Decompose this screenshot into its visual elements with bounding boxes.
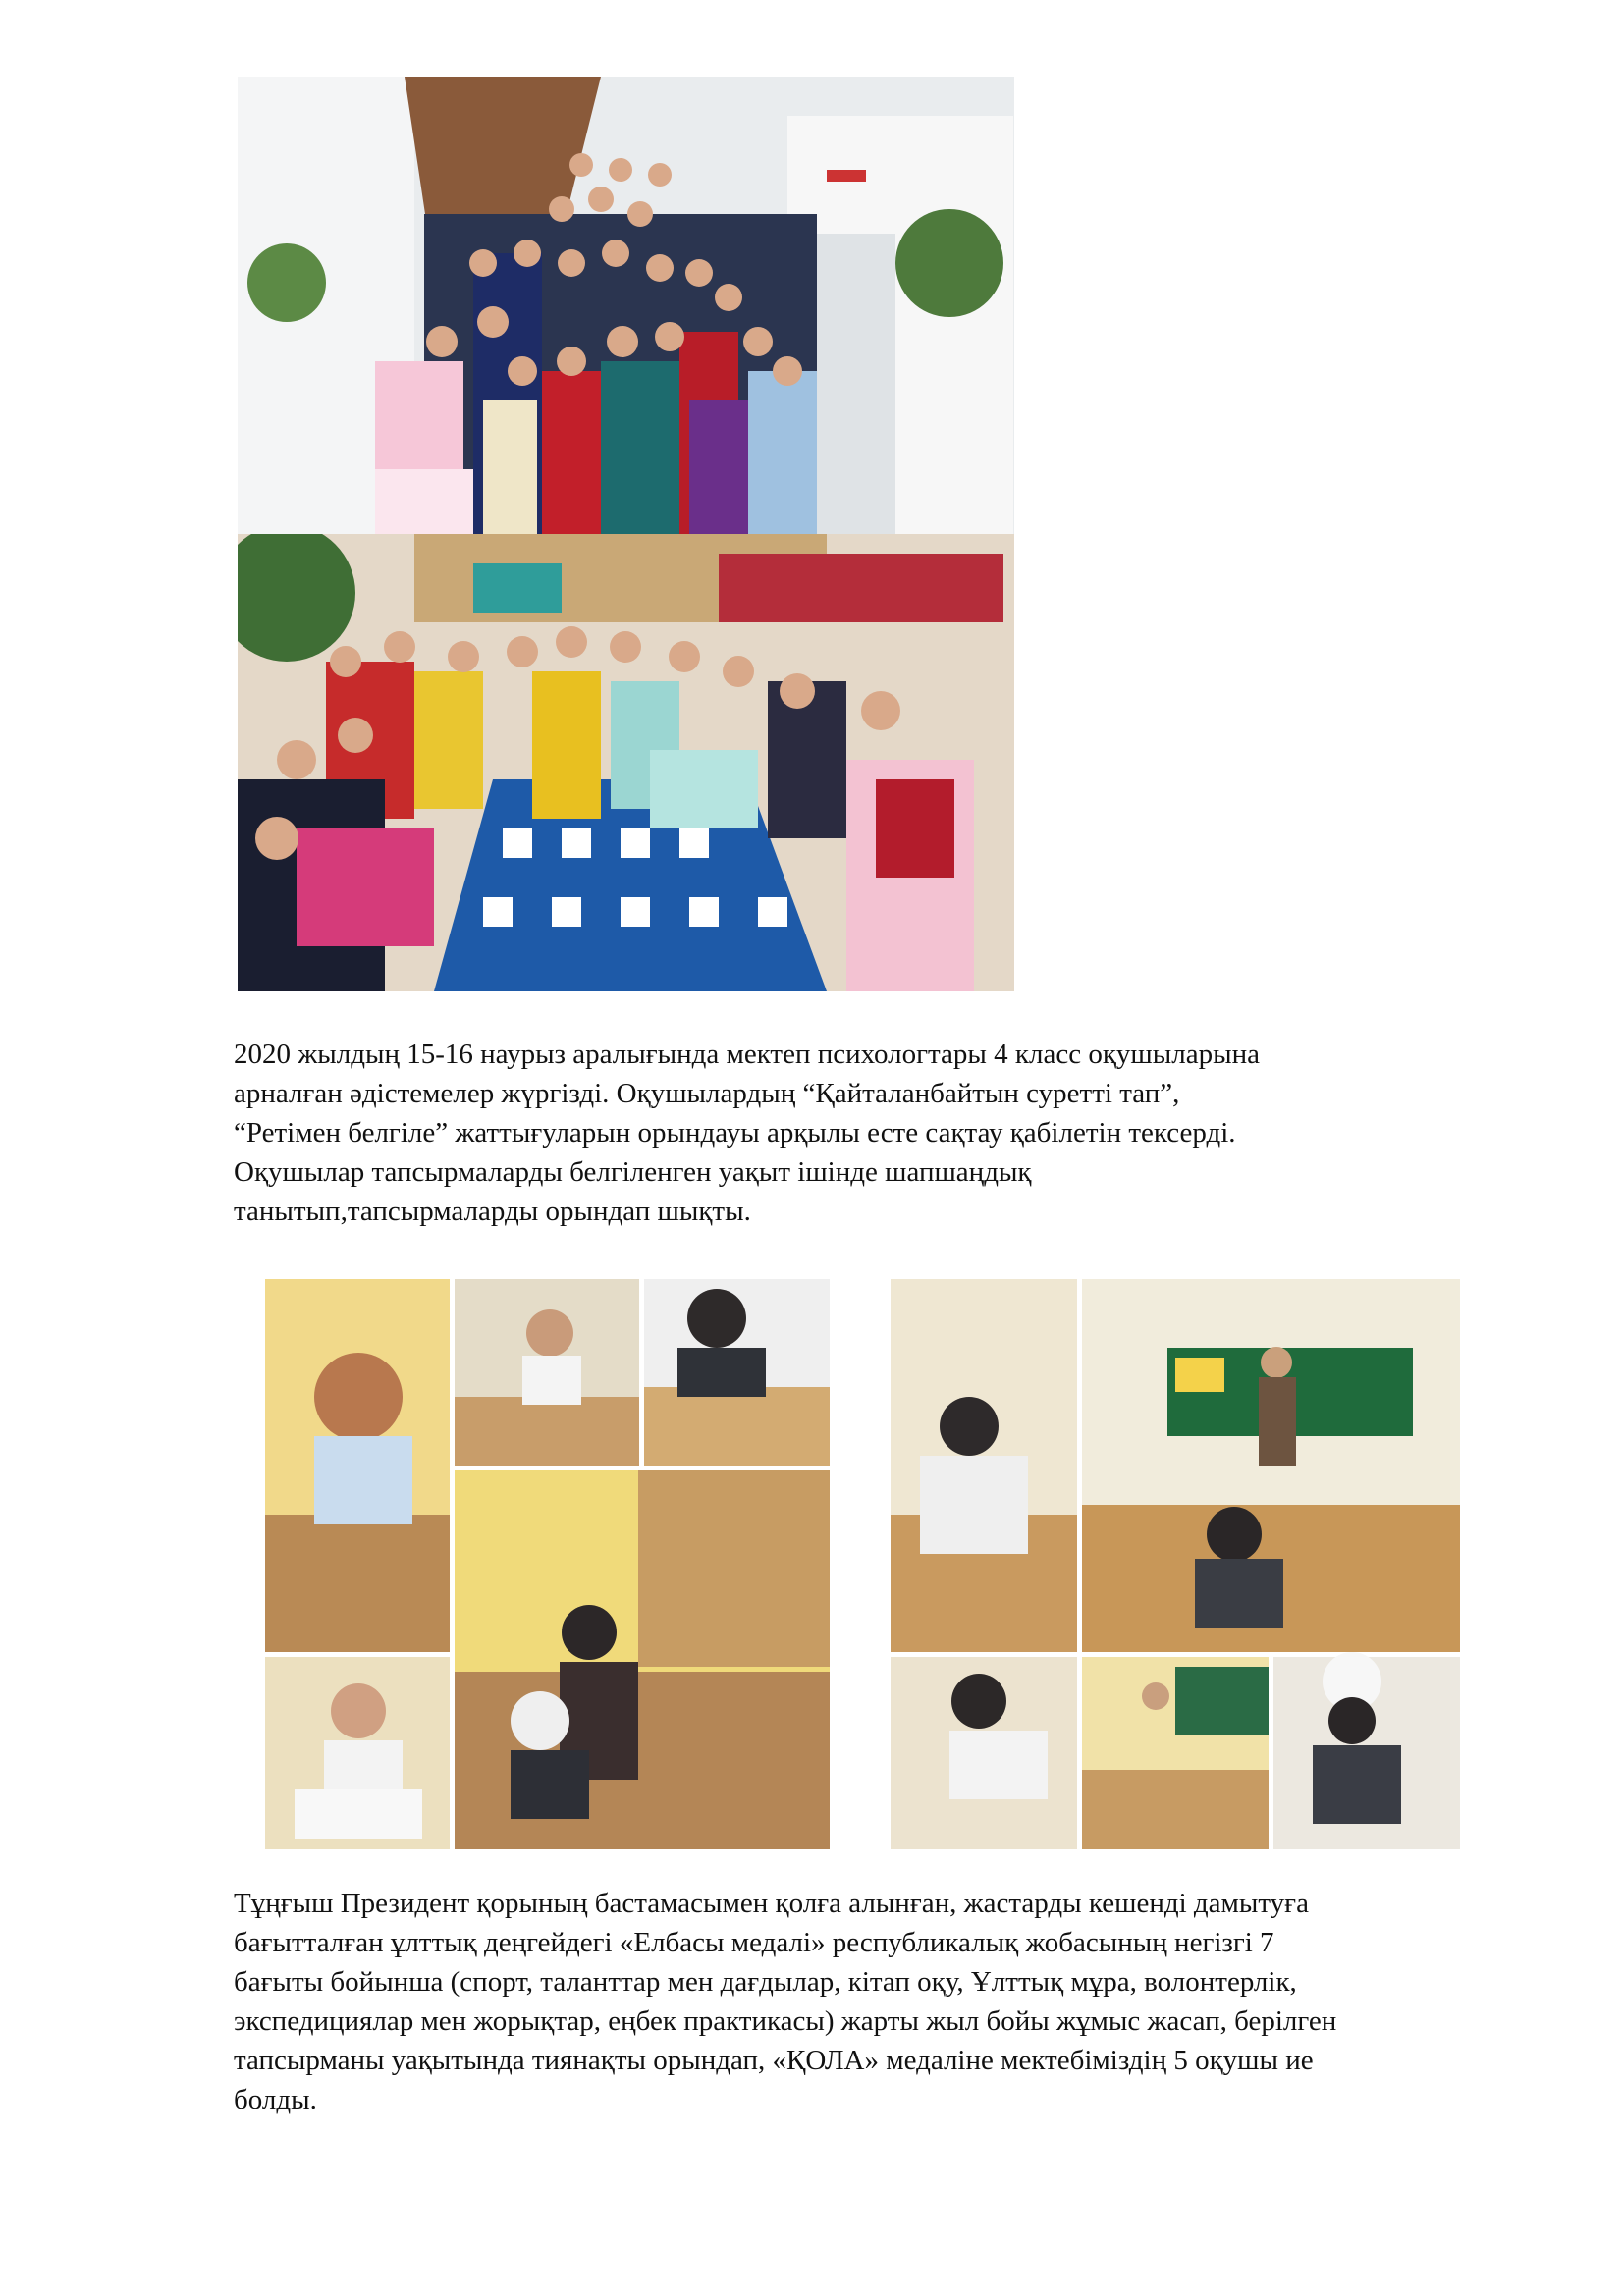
collage-students-writing-left — [265, 1279, 830, 1849]
collage-classroom-right — [891, 1279, 1460, 1849]
photo-students-on-stairs — [238, 77, 1014, 534]
paragraph-elbasy-medal: Тұңғыш Президент қорының бастамасымен қолға алынған, жастарды кешенді дамытуға бағытталған ұлттық деңгейдегі «Елбасы медалі» республикалық жобасының негізгі 7 бағыты бойынша (спорт, таланттар мен дағдылар, кітап оқу, Ұлттық мұра, волонтерлік, экспедициялар мен жорықтар, еңбек практикасы) жарты жыл бойы жұмыс жасап, берілген тапсырманы уақытында тиянақты орындап, «ҚОЛА» медаліне мектебіміздің 5 оқушы ие болды. — [234, 1888, 1337, 2115]
photo-girls-national-costumes — [238, 534, 1014, 991]
paragraph-psychologists: 2020 жылдың 15-16 наурыз аралығында мектеп психологтары 4 класс оқушыларына арналған әдістемелер жүргізді. Оқушылардың “Қайталанбайтын суретті тап”, “Ретімен белгіле” жаттығуларын орындауы арқылы есте сақтау қабілетін тексерді. Оқушылар тапсырмаларды белгіленген уақыт ішінде шапшаңдық танытып,тапсырмаларды орындап шықты. — [234, 1039, 1260, 1227]
